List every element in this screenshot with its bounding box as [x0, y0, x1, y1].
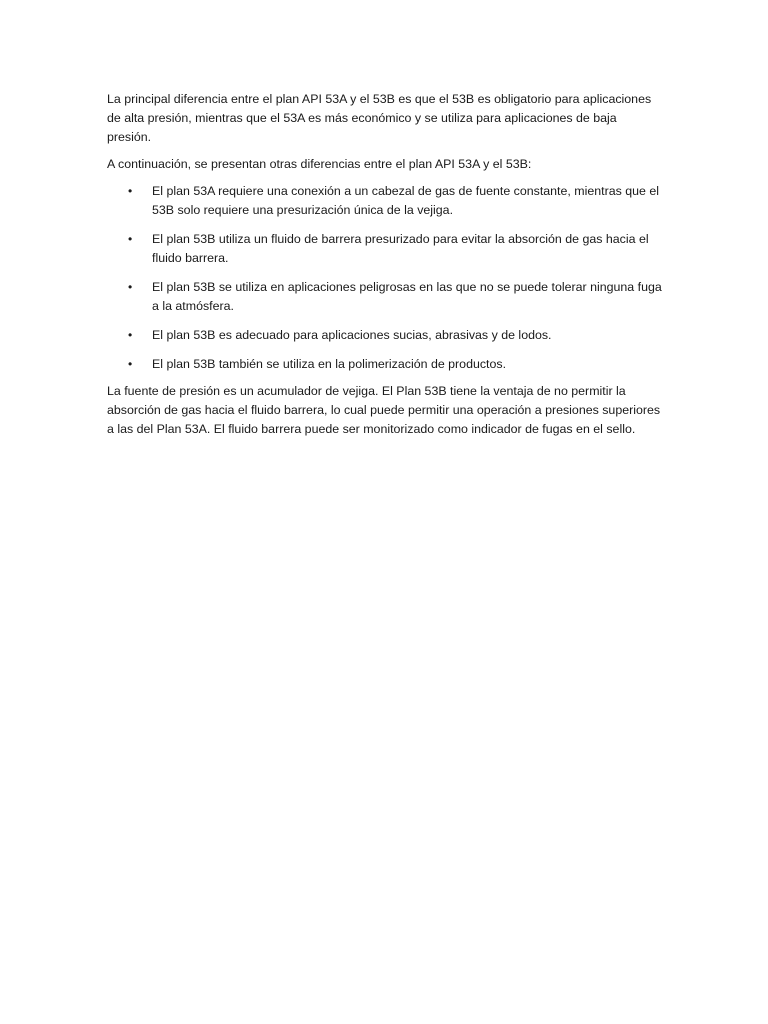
- list-item-text: El plan 53B también se utiliza en la polimerización de productos.: [152, 357, 507, 371]
- intro-paragraph: La principal diferencia entre el plan API 53A y el 53B es que el 53B es obligatorio para aplicaciones de alta presión, mientras que el 53A es más económico y se utiliza para aplicaciones de baja presión.: [107, 92, 652, 144]
- bullet-icon: •: [128, 328, 133, 342]
- list-item: [107, 326, 663, 345]
- list-item: [107, 278, 663, 316]
- list-item: [107, 230, 663, 268]
- document-page: [107, 90, 663, 447]
- bullet-icon: •: [128, 232, 133, 246]
- list-item-text: El plan 53B es adecuado para aplicaciones sucias, abrasivas y de lodos.: [152, 328, 552, 342]
- bullet-icon: •: [128, 357, 133, 371]
- differences-list: [107, 182, 663, 374]
- list-item-text: El plan 53A requiere una conexión a un cabezal de gas de fuente constante, mientras que el 53B solo requiere una presurización única de la vejiga.: [152, 184, 659, 217]
- list-intro-paragraph: A continuación, se presentan otras diferencias entre el plan API 53A y el 53B:: [107, 157, 532, 171]
- list-item: [107, 355, 663, 374]
- list-item-text: El plan 53B utiliza un fluido de barrera presurizado para evitar la absorción de gas hacia el fluido barrera.: [152, 232, 649, 265]
- list-item: [107, 182, 663, 220]
- bullet-icon: •: [128, 184, 133, 198]
- list-item-text: El plan 53B se utiliza en aplicaciones peligrosas en las que no se puede tolerar ninguna fuga a la atmósfera.: [152, 280, 662, 313]
- closing-paragraph: La fuente de presión es un acumulador de vejiga. El Plan 53B tiene la ventaja de no permitir la absorción de gas hacia el fluido barrera, lo cual puede permitir una operación a presiones superiores a las del Plan 53A. El fluido barrera puede ser monitorizado como indicador de fugas en el sello.: [107, 384, 661, 436]
- bullet-icon: •: [128, 280, 133, 294]
